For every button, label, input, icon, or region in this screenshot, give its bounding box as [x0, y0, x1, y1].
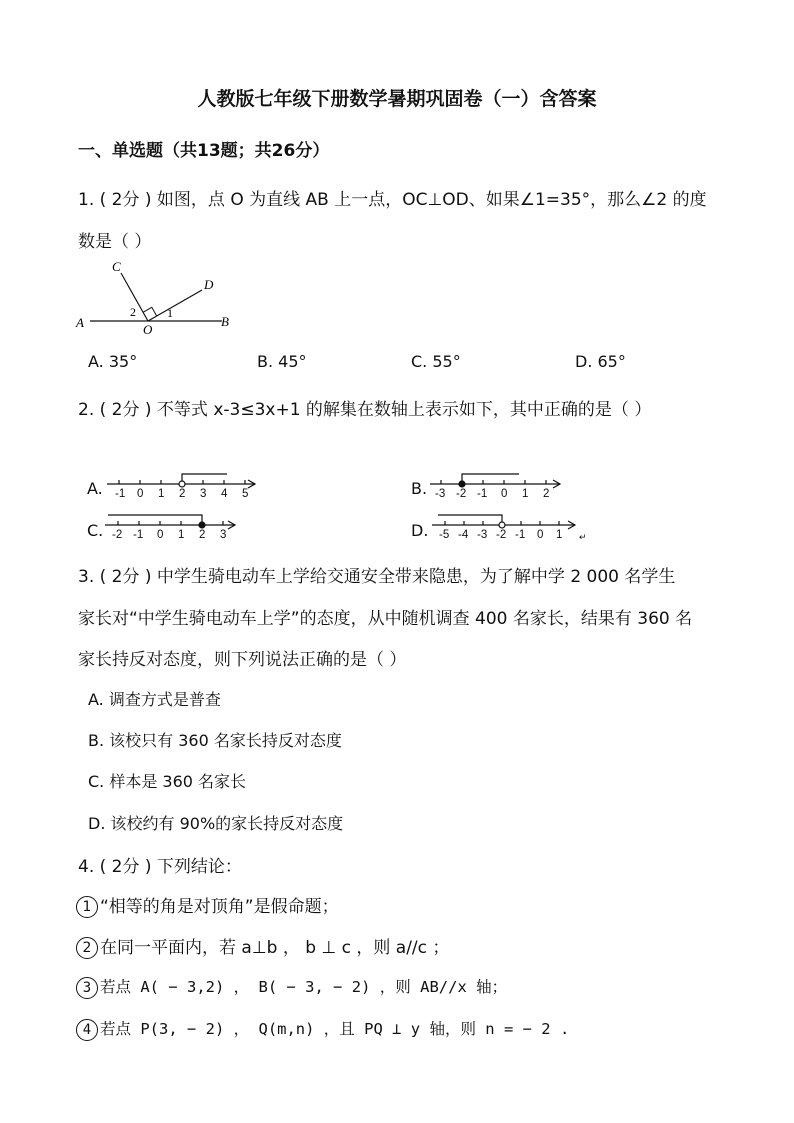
- axis-b-tick-label: 2: [543, 488, 550, 500]
- q2-text-line1: 2. ( 2分 ) 不等式 x-3≤3x+1 的解集在数轴上表示如下，其中正确的是（ ）: [78, 400, 652, 420]
- statement-text: 若点 P(3, − 2) ， Q(m,n) ，且 PQ ⊥ y 轴，则 n = − 2 .: [100, 1020, 570, 1038]
- axis-d-solution-bracket: [438, 515, 502, 521]
- q1-option-c[interactable]: C. 55°: [411, 352, 461, 371]
- q4-statement-2: [76, 933, 449, 959]
- q3-option-d[interactable]: D. 该校约有 90%的家长持反对态度: [88, 814, 344, 833]
- q1-text-line2: 数是（ ）: [78, 232, 152, 252]
- axis-a-tick-label: 0: [137, 488, 144, 500]
- axis-d-tick-label: -5: [439, 529, 450, 541]
- axis-c-tick-label: 0: [157, 529, 164, 541]
- q4-text-line1: 4. ( 2分 ) 下列结论：: [78, 857, 242, 877]
- q2-option-a-letter[interactable]: A.: [87, 479, 103, 498]
- axis-a-tick-label: -1: [115, 488, 126, 500]
- q1-option-d[interactable]: D. 65°: [575, 352, 626, 371]
- q1-text-line1: 1. ( 2分 ) 如图，点 O 为直线 AB 上一点，OC⊥OD、如果∠1=35°，那么∠2 的度: [78, 190, 707, 210]
- axis-d-tick-label: -3: [477, 529, 488, 541]
- q1-option-a[interactable]: A. 35°: [88, 352, 138, 371]
- axis-a-tick-label: 5: [242, 488, 249, 500]
- axis-c-tick-label: 2: [199, 529, 206, 541]
- q2-option-b-number-line[interactable]: [428, 470, 568, 500]
- q3-text-line1: 3. ( 2分 ) 中学生骑电动车上学给交通安全带来隐患，为了解中学 2 000 名学生: [78, 567, 676, 587]
- statement-text: 在同一平面内，若 a⊥b ， b ⊥ c ，则 a//c ；: [100, 938, 450, 958]
- q3-text-line3: 家长持反对态度，则下列说法正确的是（ ）: [78, 650, 407, 670]
- axis-a-tick-label: 1: [158, 488, 165, 500]
- label-c: C: [112, 259, 121, 274]
- q2-option-a-number-line[interactable]: [105, 470, 270, 500]
- statement-text: “相等的角是对顶角”是假命题；: [100, 897, 339, 917]
- axis-d-tick-label: -1: [515, 529, 526, 541]
- axis-d-tick-label: 0: [537, 529, 544, 541]
- label-a: A: [76, 315, 84, 330]
- label-b: B: [221, 314, 229, 329]
- axis-d-tick-label: 1: [556, 529, 563, 541]
- circled-number-1: 1: [76, 896, 98, 918]
- q2-option-d-number-line[interactable]: [430, 511, 595, 541]
- section-heading: 一、单选题（共13题；共26分）: [78, 141, 330, 161]
- axis-b-tick-label: 1: [522, 488, 529, 500]
- q1-option-b[interactable]: B. 45°: [257, 352, 307, 371]
- circled-number-2: 2: [76, 937, 98, 959]
- q2-option-c-number-line[interactable]: [103, 511, 243, 541]
- axis-b-solid-point: [459, 481, 465, 487]
- axis-a-tick-label: 2: [179, 488, 186, 500]
- axis-c-solid-point: [199, 522, 205, 528]
- axis-d-open-point: [499, 522, 505, 528]
- axis-c-solution-bracket: [108, 515, 202, 521]
- axis-b-tick-label: -2: [456, 488, 467, 500]
- label-angle-1: 1: [167, 306, 173, 320]
- ray-od: [148, 290, 202, 321]
- axis-b-tick-label: 0: [501, 488, 508, 500]
- circled-number-4: 4: [76, 1019, 98, 1041]
- q3-text-line2: 家长对“中学生骑电动车上学”的态度，从中随机调查 400 名家长，结果有 360 名: [78, 609, 693, 629]
- axis-c-tick-label: 3: [220, 529, 227, 541]
- q1-angle-figure: [70, 255, 250, 337]
- axis-b-tick-label: -3: [435, 488, 446, 500]
- axis-d-tick-label: -4: [458, 529, 469, 541]
- axis-b-ticks: [441, 480, 546, 484]
- axis-a-tick-label: 4: [221, 488, 228, 500]
- q2-option-c-letter[interactable]: C.: [87, 521, 104, 540]
- axis-c-tick-label: 1: [178, 529, 185, 541]
- axis-d-tick-label: -2: [496, 529, 507, 541]
- axis-a-tick-label: 3: [200, 488, 207, 500]
- axis-b-solution-bracket: [462, 474, 519, 480]
- label-angle-2: 2: [130, 305, 136, 319]
- return-mark: ↵: [579, 532, 587, 541]
- statement-text: 若点 A( − 3,2) ， B( − 3, − 2) ，则 AB//x 轴；: [100, 978, 508, 996]
- axis-c-tick-label: -2: [112, 529, 123, 541]
- axis-a-open-point: [179, 481, 185, 487]
- circled-number-3: 3: [76, 977, 98, 999]
- label-d: D: [204, 277, 214, 292]
- axis-a-solution-bracket: [182, 474, 227, 480]
- document-title: 人教版七年级下册数学暑期巩固卷（一）含答案: [197, 88, 597, 110]
- q2-option-b-letter[interactable]: B.: [411, 479, 428, 498]
- label-o: O: [143, 322, 153, 337]
- axis-c-tick-label: -1: [133, 529, 144, 541]
- q2-option-d-letter[interactable]: D.: [411, 521, 429, 540]
- q3-option-b[interactable]: B. 该校只有 360 名家长持反对态度: [88, 731, 342, 750]
- q3-option-c[interactable]: C. 样本是 360 名家长: [88, 772, 247, 791]
- q3-option-a[interactable]: A. 调查方式是普查: [88, 690, 221, 709]
- q4-statement-4: [76, 1017, 569, 1041]
- axis-b-tick-label: -1: [477, 488, 488, 500]
- q4-statement-3: [76, 975, 507, 999]
- q4-statement-1: [76, 892, 339, 918]
